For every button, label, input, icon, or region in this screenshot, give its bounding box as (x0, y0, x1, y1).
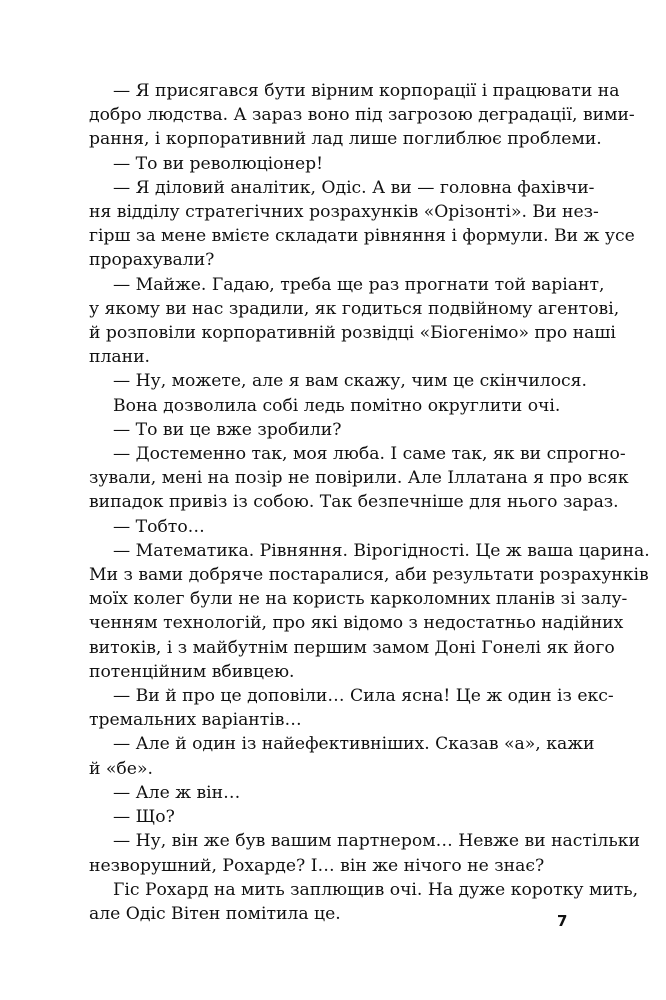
text-line: гірш за мене вмієте складати рівняння і формули. Ви ж усе (89, 226, 635, 247)
text-line: — Ви й про це доповіли… Сила ясна! Це ж один із екс- (113, 686, 614, 707)
paragraph (89, 684, 614, 732)
text-line: — Але ж він… (113, 782, 241, 803)
text-line: — Що? (113, 807, 175, 828)
paragraph (89, 805, 575, 829)
body-text (89, 79, 650, 926)
text-line: плани. (89, 347, 150, 368)
paragraph (89, 273, 620, 370)
paragraph (89, 418, 575, 442)
paragraph (89, 442, 629, 515)
text-line: Гіс Рохард на мить заплющив очі. На дуже коротку мить, (113, 879, 639, 900)
text-line: — То ви це вже зробили? (113, 419, 342, 440)
text-line: рання, і корпоративний лад лише поглиблює проблеми. (89, 129, 602, 150)
text-line: зували, мені на позір не повірили. Але Іллатана я про всяк (89, 468, 629, 489)
paragraph (89, 878, 639, 926)
text-line: ченням технологій, про які відомо з недостатньо надійних (89, 613, 624, 634)
text-line: — Ну, він же був вашим партнером… Невже ви настільки (113, 831, 640, 852)
text-line: — Майже. Гадаю, треба ще раз прогнати той варіант, (113, 274, 605, 295)
text-line: ня відділу стратегічних розрахунків «Орізонті». Ви нез- (89, 202, 599, 223)
text-line: — Я діловий аналітик, Одіс. А ви — головна фахівчи- (113, 177, 595, 198)
text-line: моїх колег були не на користь карколомних планів зі залу- (89, 589, 628, 610)
text-line: прорахували? (89, 250, 215, 271)
text-line: — Я присягався бути вірним корпорації і працювати на (113, 81, 620, 101)
paragraph (89, 732, 595, 780)
text-line: незворушний, Рохарде? І… він же нічого не знає? (89, 855, 545, 876)
text-line: витоків, і з майбутнім першим замом Доні Гонелі як його (89, 637, 615, 658)
text-line: — Тобто… (113, 516, 205, 537)
text-line: випадок привіз із собою. Так безпечніше для нього зараз. (89, 492, 619, 513)
text-line: й розповіли корпоративній розвідці «Біогенімо» про наші (89, 323, 616, 344)
paragraph (89, 176, 635, 273)
text-line: — Математика. Рівняння. Вірогідності. Це ж ваша царина. (113, 540, 650, 561)
paragraph (89, 394, 575, 418)
text-line: Ми з вами добряче постаралися, аби результати розрахунків (89, 565, 649, 586)
text-line: Вона дозволила собі ледь помітно округлити очі. (113, 395, 561, 416)
text-line: — Але й один із найефективніших. Сказав «а», кажи (113, 734, 595, 755)
paragraph (89, 79, 635, 152)
paragraph (89, 781, 575, 805)
paragraph (89, 829, 640, 877)
page-number: 7 (557, 912, 568, 930)
text-line: у якому ви нас зрадили, як годиться подвійному агентові, (89, 298, 620, 319)
text-line: тремальних варіантів… (89, 710, 302, 731)
paragraph (89, 152, 575, 176)
text-line: добро людства. А зараз воно під загрозою деградації, вими- (89, 105, 635, 126)
paragraph (89, 515, 575, 539)
paragraph (89, 369, 587, 393)
text-line: — То ви революціонер! (113, 153, 324, 174)
text-line: — Ну, можете, але я вам скажу, чим це скінчилося. (113, 371, 587, 392)
text-line: й «бе». (89, 758, 153, 779)
paragraph (89, 539, 650, 684)
text-line: — Достеменно так, моя люба. І саме так, як ви спрогно- (113, 444, 626, 465)
text-line: але Одіс Вітен помітила це. (89, 903, 341, 924)
text-line: потенційним вбивцею. (89, 661, 295, 682)
